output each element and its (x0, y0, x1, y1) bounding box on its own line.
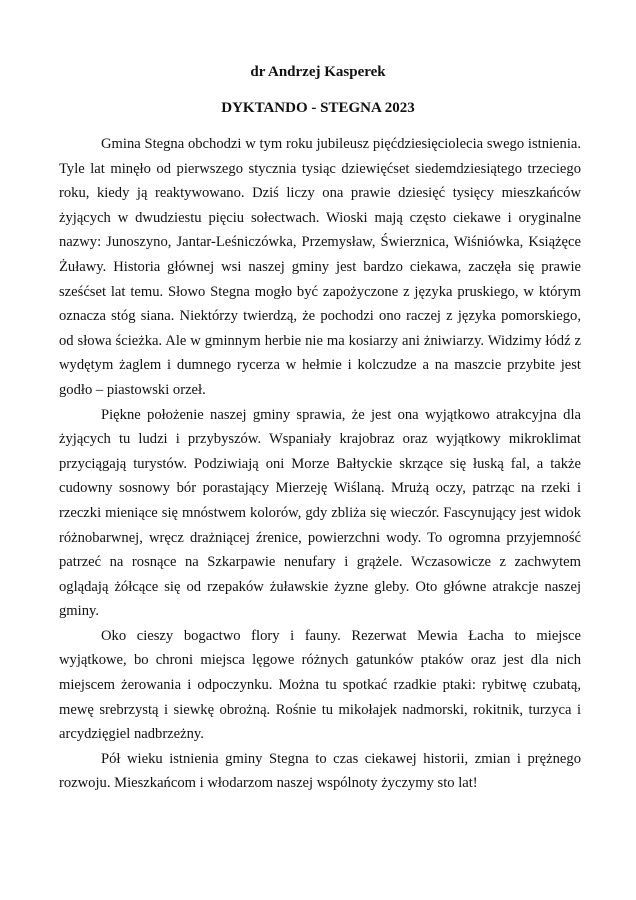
paragraph-2: Piękne położenie naszej gminy sprawia, że jest ona wyjątkowo atrakcyjna dla żyjących tu ludzi i przybyszów. Wspaniały krajobraz oraz wyjątkowy mikroklimat przyciągają turystów. Podziwiają oni Morze Bałtyckie skrzące się łuską fal, a także cudowny sosnowy bór porastający Mierzeję Wiślaną. Mrużą oczy, patrząc na rzeki i rzeczki mieniące się mnóstwem kolorów, gdy zbliża się wieczór. Fascynujący jest widok różnobarwnej, wręcz drażniącej źrenice, powierzchni wody. To ogromna przyjemność patrzeć na rosnące na Szkarpawie nenufary i grążele. Wczasowicze z zachwytem oglądają żółcące się od rzepaków żuławskie żyzne gleby. Oto główne atrakcje naszej gminy. (59, 406, 581, 620)
paragraph-4: Pół wieku istnienia gminy Stegna to czas ciekawej historii, zmian i prężnego rozwoju. Mieszkańcom i włodarzom naszej wspólnoty życzymy sto lat! (59, 750, 581, 792)
author-name: dr Andrzej Kasperek (250, 64, 386, 80)
dictation-text (59, 132, 581, 796)
document-title: DYKTANDO - STEGNA 2023 (221, 100, 415, 116)
paragraph-1: Gmina Stegna obchodzi w tym roku jubileusz pięćdziesięciolecia swego istnienia. Tyle lat minęło od pierwszego stycznia tysiąc dziewięćset siedemdziesiątego trzeciego roku, kiedy ją reaktywowano. Dziś liczy ona prawie dziesięć tysięcy mieszkańców żyjących w dwudziestu pięciu sołectwach. Wioski mają często ciekawe i oryginalne nazwy: Junoszyno, Jantar-Leśniczówka, Przemysław, Świerznica, Wiśniówka, Książęce Żuławy. Historia głównej wsi naszej gminy jest bardzo ciekawa, zaczęła się prawie sześćset lat temu. Słowo Stegna mogło być zapożyczone z języka pruskiego, w którym oznacza stóg siana. Niektórzy twierdzą, że pochodzi ono raczej z języka pomorskiego, od słowa ścieżka. Ale w gminnym herbie nie ma kosiarzy ani żniwiarzy. Widzimy łódź z wydętym żaglem i dumnego rycerza w hełmie i kolczudze a na maszcie przybite jest godło – piastowski orzeł. (59, 136, 581, 398)
paragraph-3: Oko cieszy bogactwo flory i fauny. Rezerwat Mewia Łacha to miejsce wyjątkowe, bo chroni miejsca lęgowe różnych gatunków ptaków oraz jest dla nich miejscem żerowania i odpoczynku. Można tu spotkać rzadkie ptaki: rybitwę czubatą, mewę srebrzystą i siewkę obrożną. Rośnie tu mikołajek nadmorski, rokitnik, turzyca i arcydzięgiel nadbrzeżny. (59, 627, 581, 743)
